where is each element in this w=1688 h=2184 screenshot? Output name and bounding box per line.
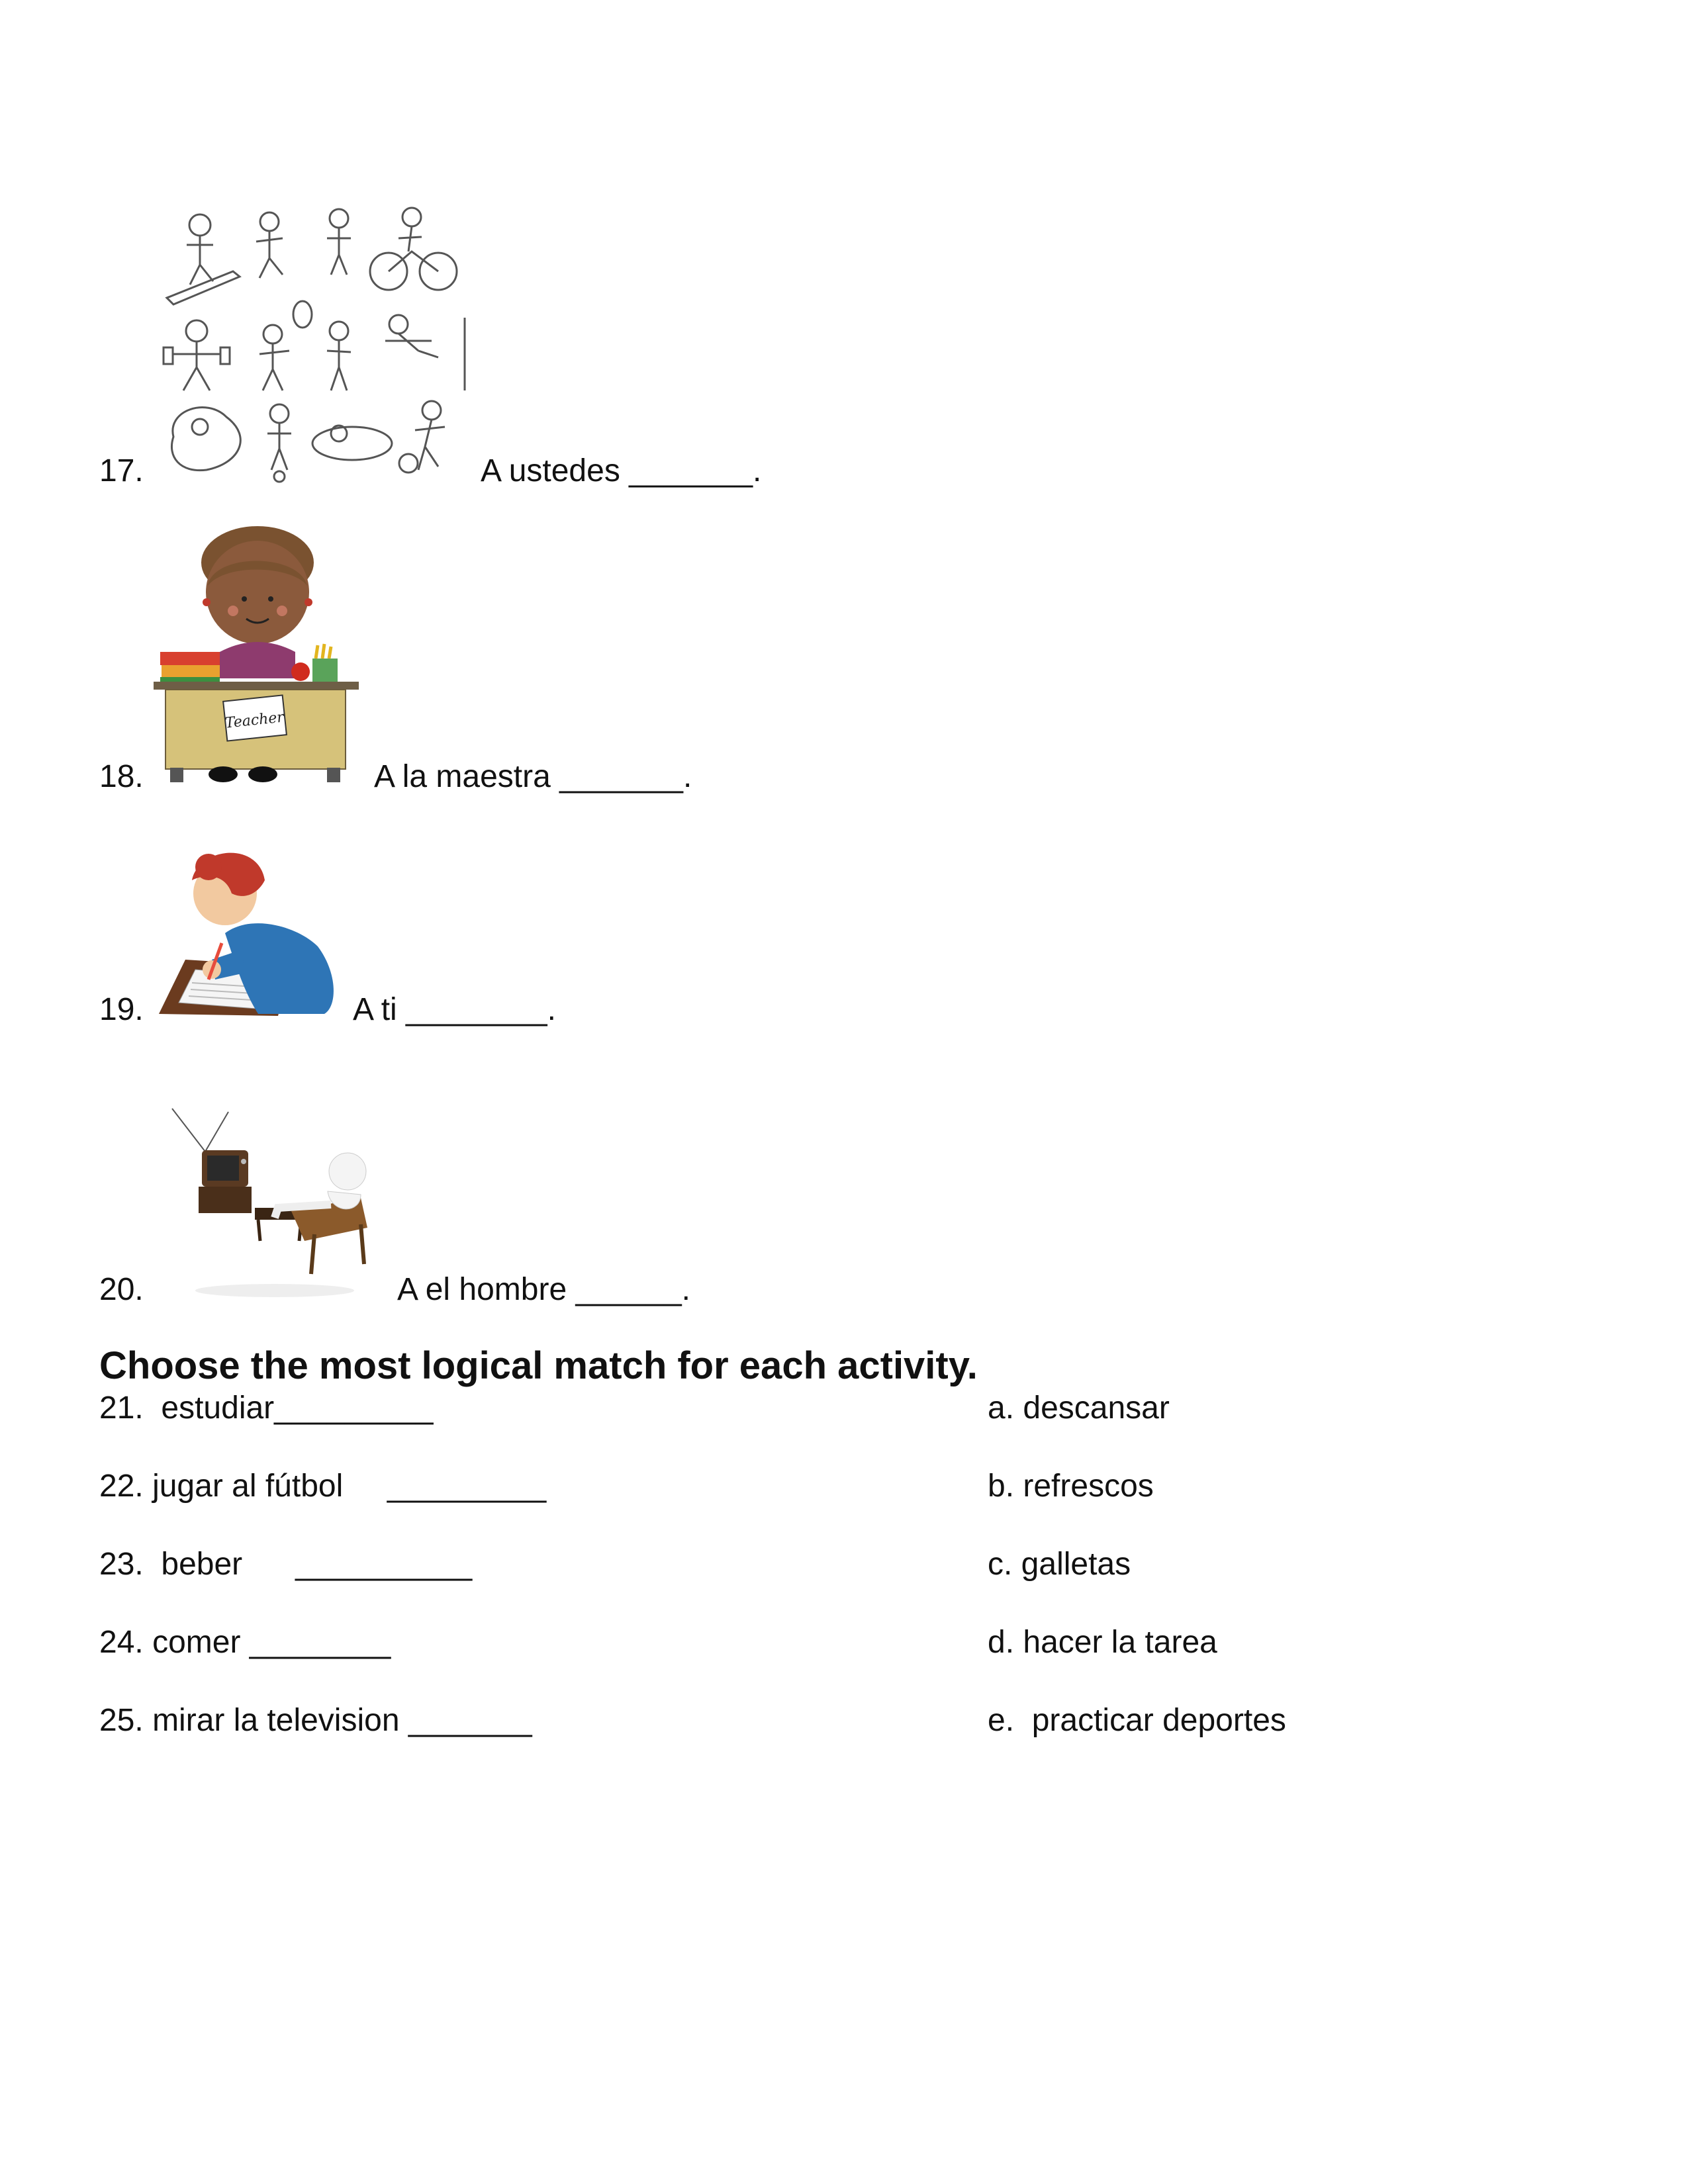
question-17-number: 17. <box>99 453 144 488</box>
matching-option-d: d. hacer la tarea <box>988 1625 1217 1660</box>
question-18-prompt: A la maestra _______. <box>374 759 692 794</box>
matching-item-25: 25. mirar la television _______ <box>99 1703 532 1738</box>
question-20-prompt: A el hombre ______. <box>397 1272 690 1307</box>
person-writing-illustration <box>159 841 344 1019</box>
teacher-at-desk-illustration <box>154 526 365 791</box>
matching-option-b: b. refrescos <box>988 1469 1154 1504</box>
teacher-sign-text: Teacher <box>224 709 285 732</box>
matching-option-a: a. descansar <box>988 1390 1170 1426</box>
matching-option-e: e. practicar deportes <box>988 1703 1286 1738</box>
question-19-prompt: A ti ________. <box>353 992 556 1027</box>
question-20-number: 20. <box>99 1272 144 1307</box>
question-18-number: 18. <box>99 759 144 794</box>
question-17-prompt: A ustedes _______. <box>481 453 762 488</box>
matching-item-24: 24. comer ________ <box>99 1625 391 1660</box>
matching-item-21: 21. estudiar_________ <box>99 1390 434 1426</box>
sports-activities-illustration <box>154 199 471 490</box>
matching-item-22: 22. jugar al fútbol _________ <box>99 1469 547 1504</box>
matching-item-23: 23. beber __________ <box>99 1547 473 1582</box>
man-watching-tv-illustration <box>162 1099 387 1297</box>
matching-option-c: c. galletas <box>988 1547 1131 1582</box>
question-19-number: 19. <box>99 992 144 1027</box>
matching-heading: Choose the most logical match for each activity. <box>99 1344 978 1387</box>
